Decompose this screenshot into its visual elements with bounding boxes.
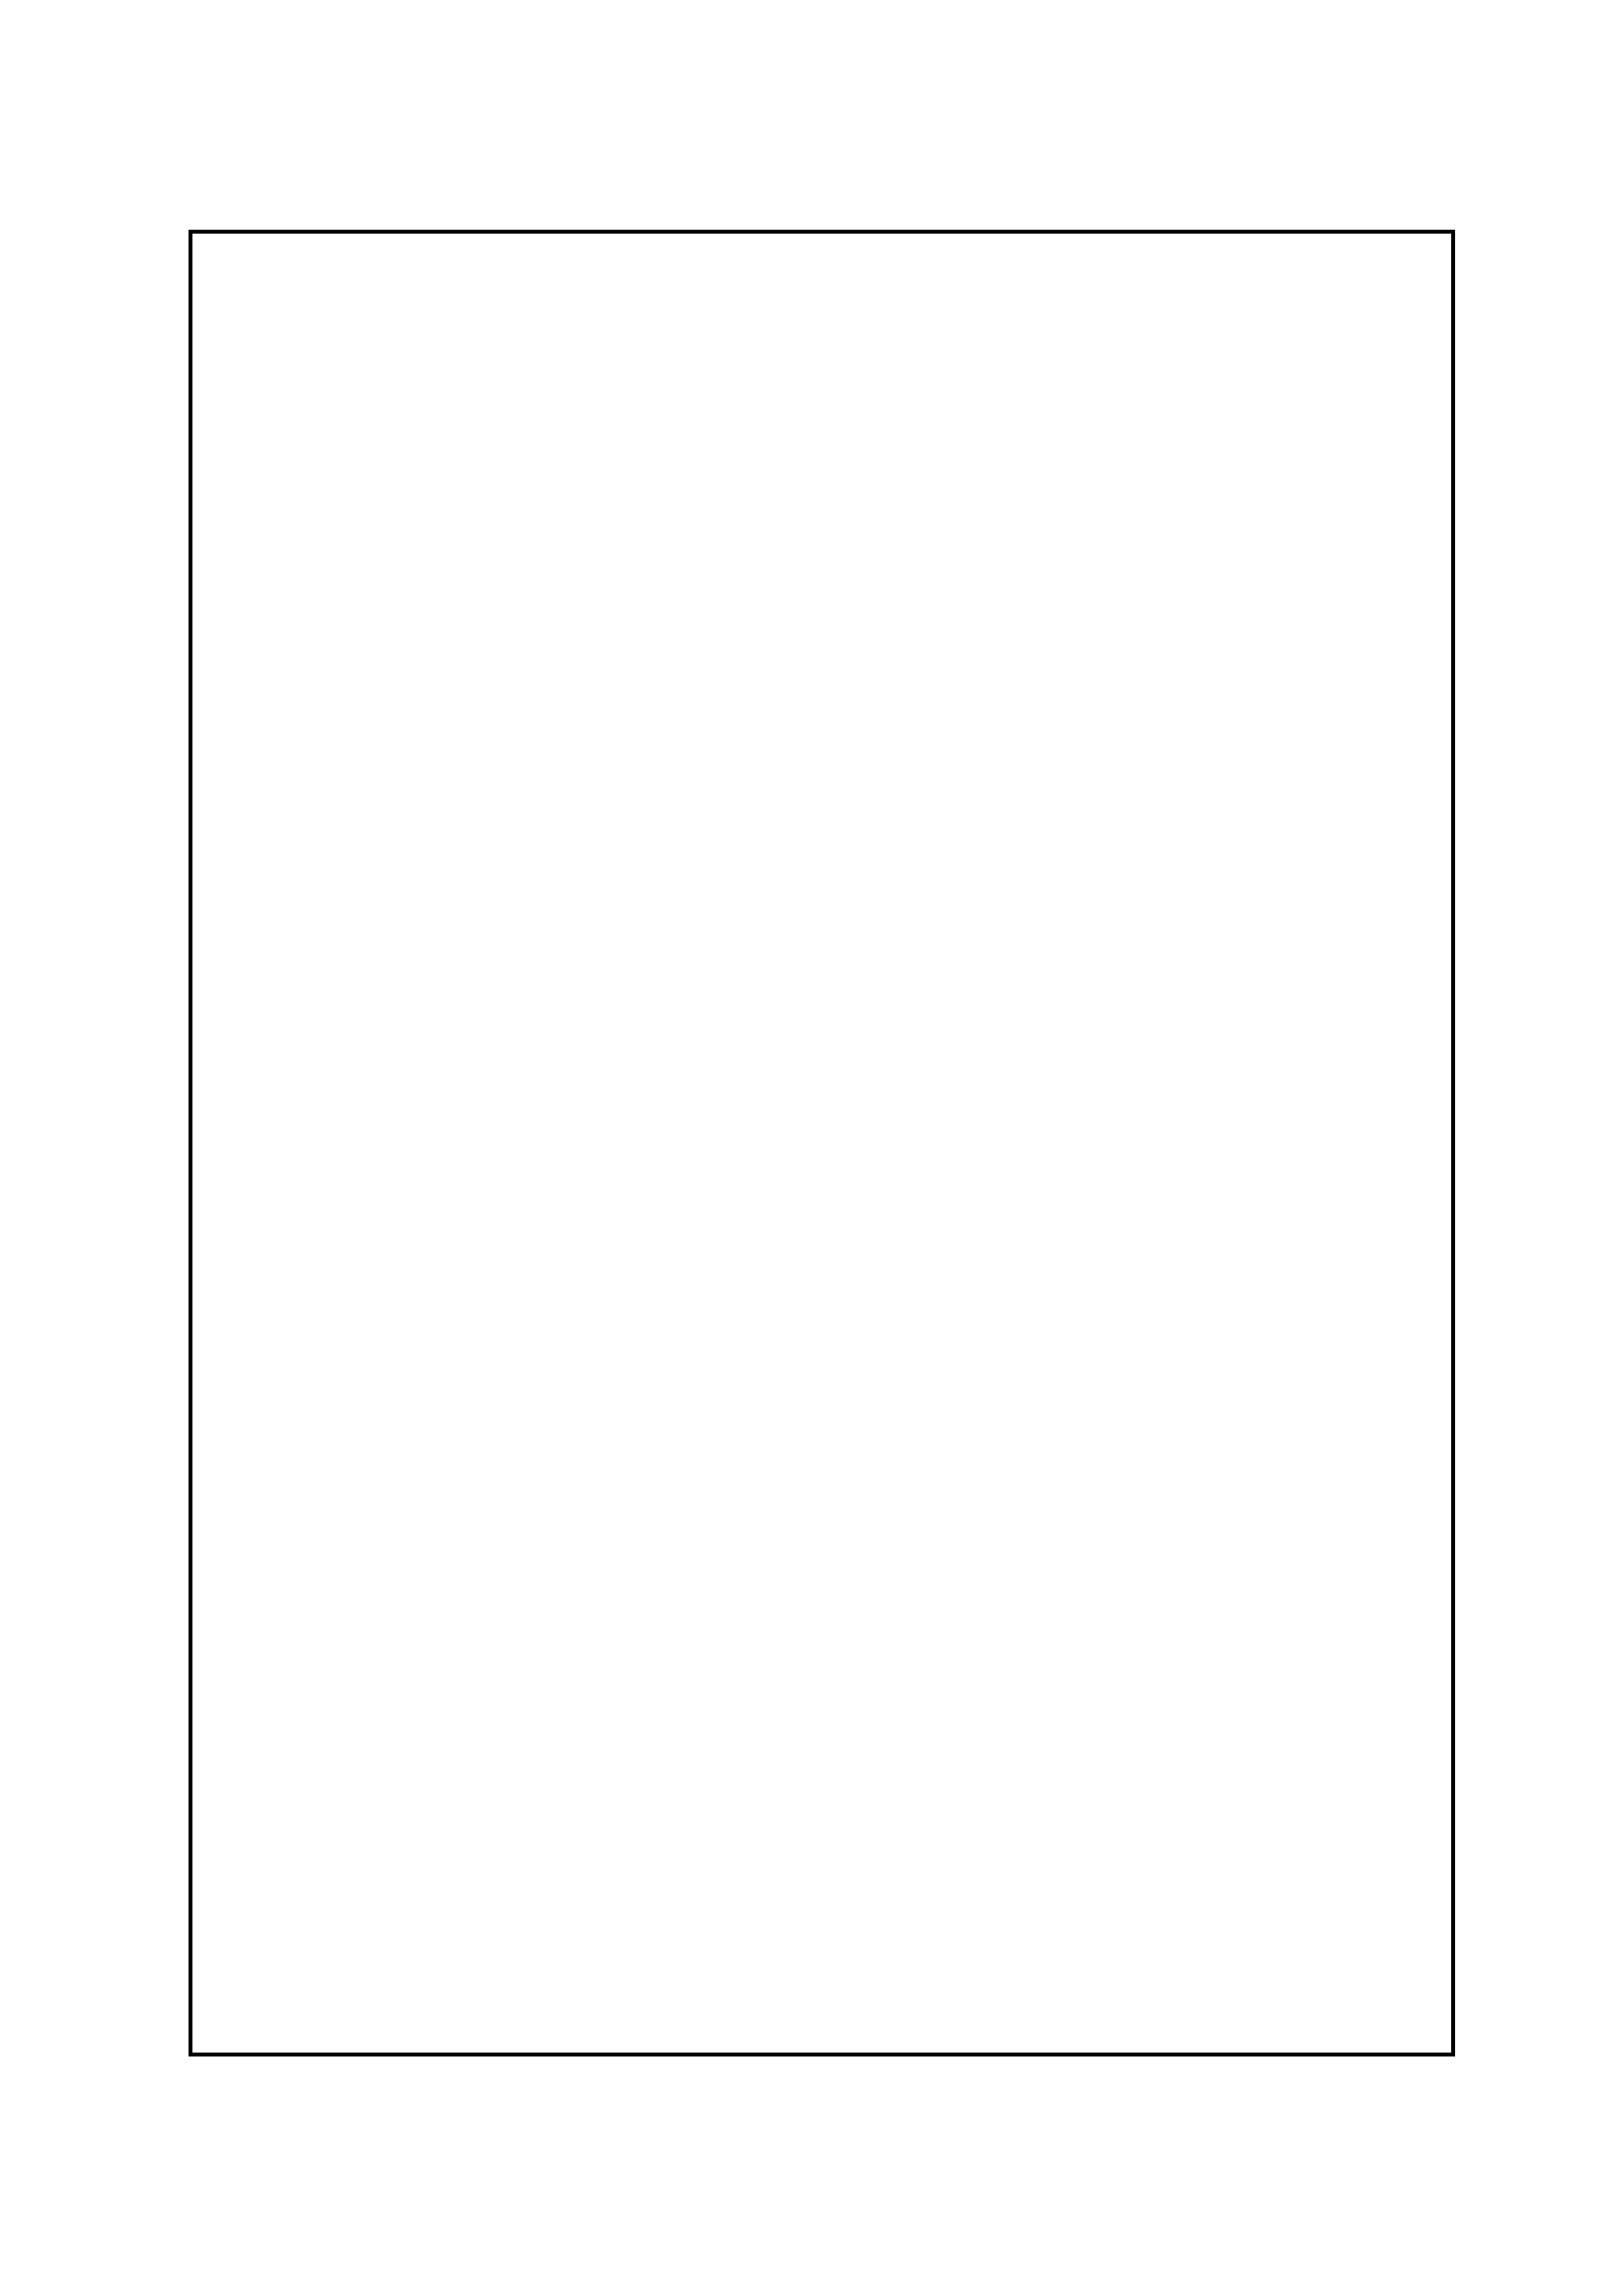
motivation-assessment-table [189,230,1455,2056]
table-title [141,1129,187,2056]
table-grid [192,234,1451,2053]
